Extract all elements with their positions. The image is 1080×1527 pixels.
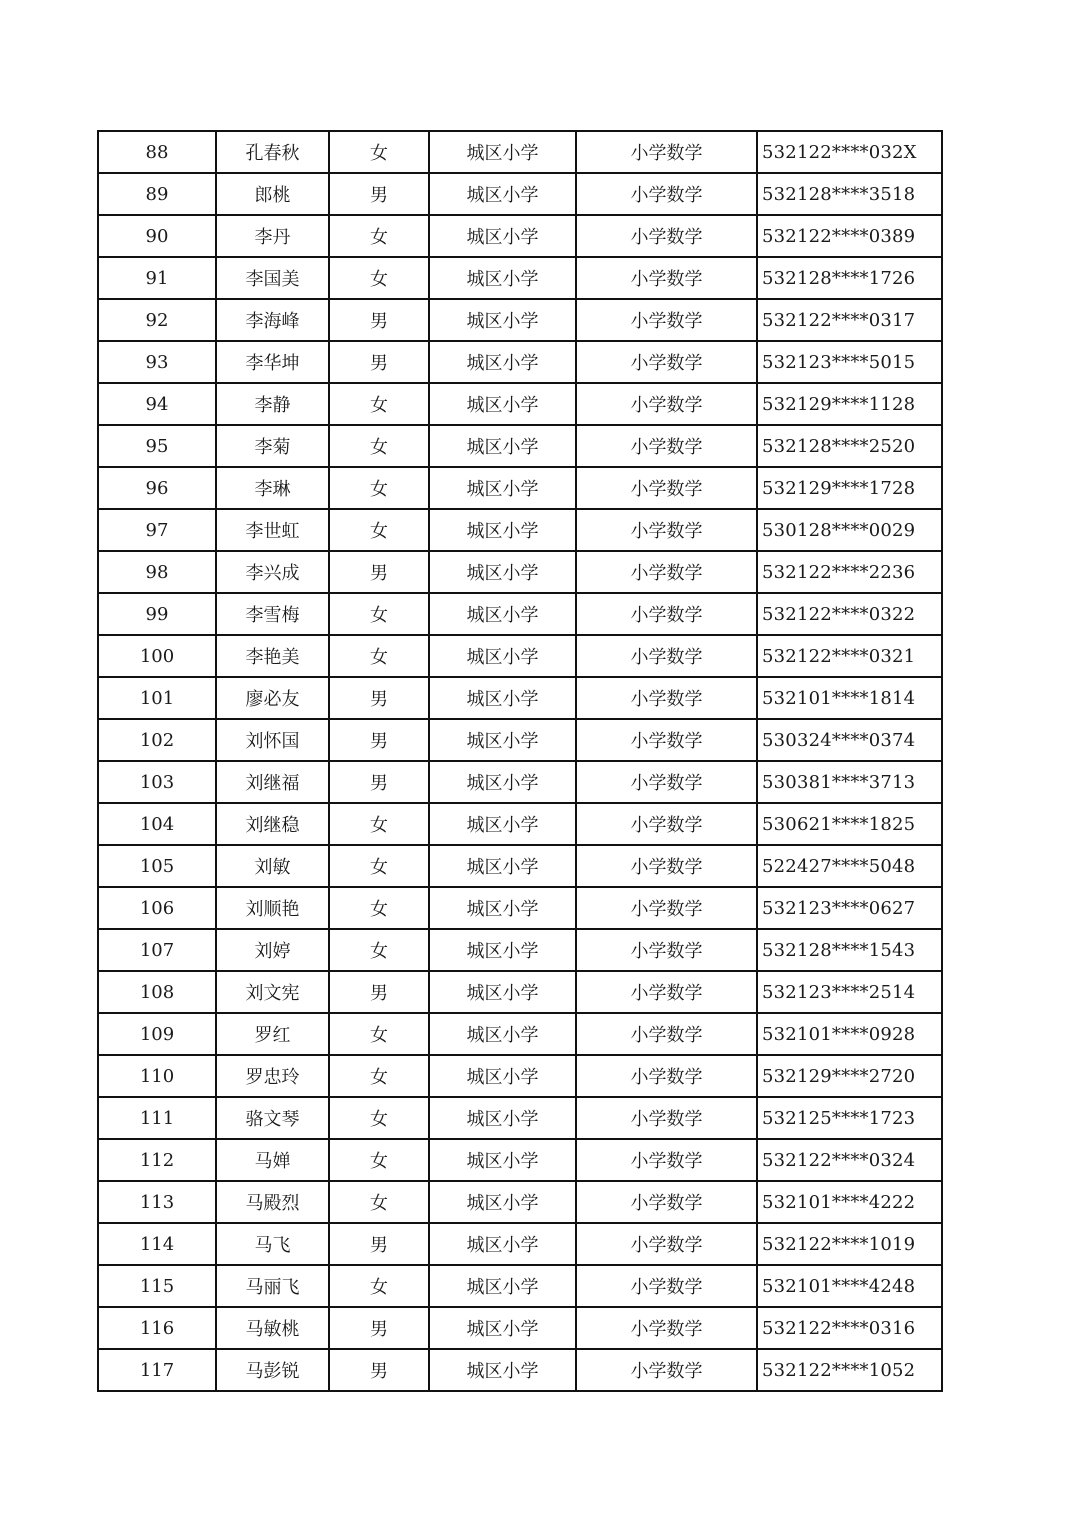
cell-gender: 男 xyxy=(329,677,429,719)
cell-number: 112 xyxy=(98,1139,216,1181)
cell-id-number: 532122****0317 xyxy=(757,299,942,341)
cell-gender: 女 xyxy=(329,1181,429,1223)
cell-gender: 女 xyxy=(329,803,429,845)
cell-gender: 男 xyxy=(329,1307,429,1349)
table-row xyxy=(98,1265,942,1307)
roster-table-body xyxy=(98,131,942,1391)
table-row xyxy=(98,719,942,761)
cell-id-number: 532125****1723 xyxy=(757,1097,942,1139)
cell-school: 城区小学 xyxy=(429,1055,576,1097)
cell-gender: 女 xyxy=(329,887,429,929)
cell-school: 城区小学 xyxy=(429,971,576,1013)
cell-gender: 女 xyxy=(329,929,429,971)
cell-school: 城区小学 xyxy=(429,215,576,257)
cell-subject: 小学数学 xyxy=(576,1181,757,1223)
cell-gender: 女 xyxy=(329,635,429,677)
cell-subject: 小学数学 xyxy=(576,1055,757,1097)
cell-subject: 小学数学 xyxy=(576,635,757,677)
cell-gender: 女 xyxy=(329,467,429,509)
cell-name: 李丹 xyxy=(216,215,329,257)
cell-school: 城区小学 xyxy=(429,719,576,761)
cell-id-number: 530621****1825 xyxy=(757,803,942,845)
cell-name: 刘继福 xyxy=(216,761,329,803)
cell-id-number: 532122****0324 xyxy=(757,1139,942,1181)
cell-name: 孔春秋 xyxy=(216,131,329,173)
cell-school: 城区小学 xyxy=(429,299,576,341)
cell-name: 廖必友 xyxy=(216,677,329,719)
cell-id-number: 532129****1128 xyxy=(757,383,942,425)
cell-school: 城区小学 xyxy=(429,1307,576,1349)
cell-id-number: 532129****2720 xyxy=(757,1055,942,1097)
cell-id-number: 530324****0374 xyxy=(757,719,942,761)
cell-name: 李静 xyxy=(216,383,329,425)
cell-gender: 女 xyxy=(329,257,429,299)
cell-name: 李菊 xyxy=(216,425,329,467)
cell-number: 115 xyxy=(98,1265,216,1307)
cell-number: 97 xyxy=(98,509,216,551)
cell-number: 117 xyxy=(98,1349,216,1391)
cell-number: 109 xyxy=(98,1013,216,1055)
cell-subject: 小学数学 xyxy=(576,299,757,341)
cell-gender: 男 xyxy=(329,1223,429,1265)
cell-school: 城区小学 xyxy=(429,1097,576,1139)
roster-table xyxy=(97,130,943,1392)
cell-school: 城区小学 xyxy=(429,1223,576,1265)
table-row xyxy=(98,635,942,677)
cell-number: 91 xyxy=(98,257,216,299)
cell-name: 李海峰 xyxy=(216,299,329,341)
cell-gender: 男 xyxy=(329,761,429,803)
cell-school: 城区小学 xyxy=(429,1139,576,1181)
cell-name: 马殿烈 xyxy=(216,1181,329,1223)
cell-name: 刘婷 xyxy=(216,929,329,971)
table-row xyxy=(98,593,942,635)
cell-id-number: 532122****1019 xyxy=(757,1223,942,1265)
cell-id-number: 532128****3518 xyxy=(757,173,942,215)
cell-subject: 小学数学 xyxy=(576,1097,757,1139)
cell-number: 106 xyxy=(98,887,216,929)
cell-id-number: 530128****0029 xyxy=(757,509,942,551)
cell-number: 101 xyxy=(98,677,216,719)
cell-number: 113 xyxy=(98,1181,216,1223)
cell-number: 104 xyxy=(98,803,216,845)
cell-school: 城区小学 xyxy=(429,1181,576,1223)
cell-gender: 女 xyxy=(329,1097,429,1139)
cell-gender: 女 xyxy=(329,131,429,173)
cell-school: 城区小学 xyxy=(429,551,576,593)
cell-name: 马丽飞 xyxy=(216,1265,329,1307)
cell-subject: 小学数学 xyxy=(576,1223,757,1265)
cell-gender: 男 xyxy=(329,551,429,593)
cell-name: 李艳美 xyxy=(216,635,329,677)
table-row xyxy=(98,971,942,1013)
cell-number: 94 xyxy=(98,383,216,425)
cell-school: 城区小学 xyxy=(429,131,576,173)
table-row xyxy=(98,383,942,425)
roster-sheet xyxy=(97,130,943,1392)
cell-name: 骆文琴 xyxy=(216,1097,329,1139)
table-row xyxy=(98,257,942,299)
cell-number: 116 xyxy=(98,1307,216,1349)
cell-gender: 女 xyxy=(329,215,429,257)
table-row xyxy=(98,551,942,593)
cell-subject: 小学数学 xyxy=(576,425,757,467)
cell-id-number: 532122****032X xyxy=(757,131,942,173)
cell-id-number: 532123****2514 xyxy=(757,971,942,1013)
cell-number: 98 xyxy=(98,551,216,593)
cell-number: 103 xyxy=(98,761,216,803)
table-row xyxy=(98,1097,942,1139)
cell-gender: 女 xyxy=(329,509,429,551)
cell-school: 城区小学 xyxy=(429,887,576,929)
cell-school: 城区小学 xyxy=(429,929,576,971)
cell-name: 马彭锐 xyxy=(216,1349,329,1391)
cell-name: 李琳 xyxy=(216,467,329,509)
cell-school: 城区小学 xyxy=(429,761,576,803)
cell-number: 89 xyxy=(98,173,216,215)
cell-number: 93 xyxy=(98,341,216,383)
cell-number: 111 xyxy=(98,1097,216,1139)
table-row xyxy=(98,467,942,509)
cell-subject: 小学数学 xyxy=(576,1013,757,1055)
cell-school: 城区小学 xyxy=(429,467,576,509)
cell-subject: 小学数学 xyxy=(576,257,757,299)
table-row xyxy=(98,1013,942,1055)
cell-gender: 女 xyxy=(329,845,429,887)
cell-name: 马敏桃 xyxy=(216,1307,329,1349)
table-row xyxy=(98,131,942,173)
cell-id-number: 532122****0389 xyxy=(757,215,942,257)
cell-name: 马飞 xyxy=(216,1223,329,1265)
cell-subject: 小学数学 xyxy=(576,677,757,719)
cell-id-number: 532122****1052 xyxy=(757,1349,942,1391)
cell-name: 刘继稳 xyxy=(216,803,329,845)
cell-gender: 女 xyxy=(329,1055,429,1097)
cell-name: 马婵 xyxy=(216,1139,329,1181)
cell-gender: 女 xyxy=(329,1013,429,1055)
cell-name: 李雪梅 xyxy=(216,593,329,635)
cell-school: 城区小学 xyxy=(429,803,576,845)
cell-number: 105 xyxy=(98,845,216,887)
table-row xyxy=(98,929,942,971)
cell-gender: 男 xyxy=(329,1349,429,1391)
cell-gender: 女 xyxy=(329,593,429,635)
cell-number: 95 xyxy=(98,425,216,467)
table-row xyxy=(98,1139,942,1181)
cell-school: 城区小学 xyxy=(429,1349,576,1391)
table-row xyxy=(98,509,942,551)
cell-subject: 小学数学 xyxy=(576,887,757,929)
cell-id-number: 522427****5048 xyxy=(757,845,942,887)
cell-school: 城区小学 xyxy=(429,845,576,887)
cell-school: 城区小学 xyxy=(429,635,576,677)
cell-id-number: 532101****0928 xyxy=(757,1013,942,1055)
cell-school: 城区小学 xyxy=(429,677,576,719)
cell-subject: 小学数学 xyxy=(576,719,757,761)
cell-subject: 小学数学 xyxy=(576,383,757,425)
table-row xyxy=(98,1349,942,1391)
cell-gender: 女 xyxy=(329,1139,429,1181)
cell-subject: 小学数学 xyxy=(576,971,757,1013)
cell-id-number: 532122****0321 xyxy=(757,635,942,677)
cell-id-number: 532128****2520 xyxy=(757,425,942,467)
cell-gender: 男 xyxy=(329,173,429,215)
cell-id-number: 532101****4248 xyxy=(757,1265,942,1307)
table-row xyxy=(98,1307,942,1349)
cell-subject: 小学数学 xyxy=(576,215,757,257)
cell-id-number: 532101****1814 xyxy=(757,677,942,719)
cell-school: 城区小学 xyxy=(429,341,576,383)
cell-gender: 女 xyxy=(329,425,429,467)
cell-number: 90 xyxy=(98,215,216,257)
cell-name: 李国美 xyxy=(216,257,329,299)
table-row xyxy=(98,299,942,341)
cell-name: 李兴成 xyxy=(216,551,329,593)
cell-name: 罗忠玲 xyxy=(216,1055,329,1097)
cell-subject: 小学数学 xyxy=(576,593,757,635)
cell-id-number: 532128****1726 xyxy=(757,257,942,299)
cell-number: 107 xyxy=(98,929,216,971)
cell-id-number: 530381****3713 xyxy=(757,761,942,803)
cell-school: 城区小学 xyxy=(429,509,576,551)
cell-number: 96 xyxy=(98,467,216,509)
table-row xyxy=(98,761,942,803)
cell-number: 114 xyxy=(98,1223,216,1265)
cell-gender: 男 xyxy=(329,341,429,383)
table-row xyxy=(98,1055,942,1097)
cell-id-number: 532123****0627 xyxy=(757,887,942,929)
cell-number: 99 xyxy=(98,593,216,635)
cell-name: 刘敏 xyxy=(216,845,329,887)
cell-id-number: 532122****2236 xyxy=(757,551,942,593)
cell-id-number: 532128****1543 xyxy=(757,929,942,971)
table-row xyxy=(98,845,942,887)
cell-subject: 小学数学 xyxy=(576,551,757,593)
cell-name: 刘怀国 xyxy=(216,719,329,761)
table-row xyxy=(98,173,942,215)
cell-id-number: 532122****0322 xyxy=(757,593,942,635)
cell-number: 100 xyxy=(98,635,216,677)
cell-subject: 小学数学 xyxy=(576,929,757,971)
cell-school: 城区小学 xyxy=(429,1013,576,1055)
cell-number: 92 xyxy=(98,299,216,341)
cell-name: 李华坤 xyxy=(216,341,329,383)
table-row xyxy=(98,425,942,467)
cell-name: 罗红 xyxy=(216,1013,329,1055)
cell-gender: 男 xyxy=(329,719,429,761)
cell-gender: 男 xyxy=(329,299,429,341)
cell-id-number: 532123****5015 xyxy=(757,341,942,383)
cell-school: 城区小学 xyxy=(429,425,576,467)
cell-subject: 小学数学 xyxy=(576,131,757,173)
cell-school: 城区小学 xyxy=(429,1265,576,1307)
table-row xyxy=(98,1181,942,1223)
cell-number: 108 xyxy=(98,971,216,1013)
cell-id-number: 532101****4222 xyxy=(757,1181,942,1223)
cell-subject: 小学数学 xyxy=(576,1349,757,1391)
cell-subject: 小学数学 xyxy=(576,467,757,509)
cell-subject: 小学数学 xyxy=(576,509,757,551)
cell-school: 城区小学 xyxy=(429,173,576,215)
cell-name: 李世虹 xyxy=(216,509,329,551)
cell-gender: 女 xyxy=(329,383,429,425)
cell-subject: 小学数学 xyxy=(576,1307,757,1349)
table-row xyxy=(98,215,942,257)
cell-school: 城区小学 xyxy=(429,257,576,299)
cell-number: 110 xyxy=(98,1055,216,1097)
cell-subject: 小学数学 xyxy=(576,173,757,215)
cell-gender: 女 xyxy=(329,1265,429,1307)
table-row xyxy=(98,341,942,383)
table-row xyxy=(98,887,942,929)
cell-subject: 小学数学 xyxy=(576,761,757,803)
table-row xyxy=(98,677,942,719)
table-row xyxy=(98,1223,942,1265)
cell-id-number: 532122****0316 xyxy=(757,1307,942,1349)
cell-name: 刘文宪 xyxy=(216,971,329,1013)
cell-gender: 男 xyxy=(329,971,429,1013)
cell-subject: 小学数学 xyxy=(576,845,757,887)
cell-id-number: 532129****1728 xyxy=(757,467,942,509)
cell-number: 88 xyxy=(98,131,216,173)
table-row xyxy=(98,803,942,845)
cell-subject: 小学数学 xyxy=(576,1139,757,1181)
cell-subject: 小学数学 xyxy=(576,803,757,845)
cell-name: 郎桃 xyxy=(216,173,329,215)
cell-number: 102 xyxy=(98,719,216,761)
cell-subject: 小学数学 xyxy=(576,341,757,383)
cell-subject: 小学数学 xyxy=(576,1265,757,1307)
cell-school: 城区小学 xyxy=(429,383,576,425)
cell-school: 城区小学 xyxy=(429,593,576,635)
cell-name: 刘顺艳 xyxy=(216,887,329,929)
